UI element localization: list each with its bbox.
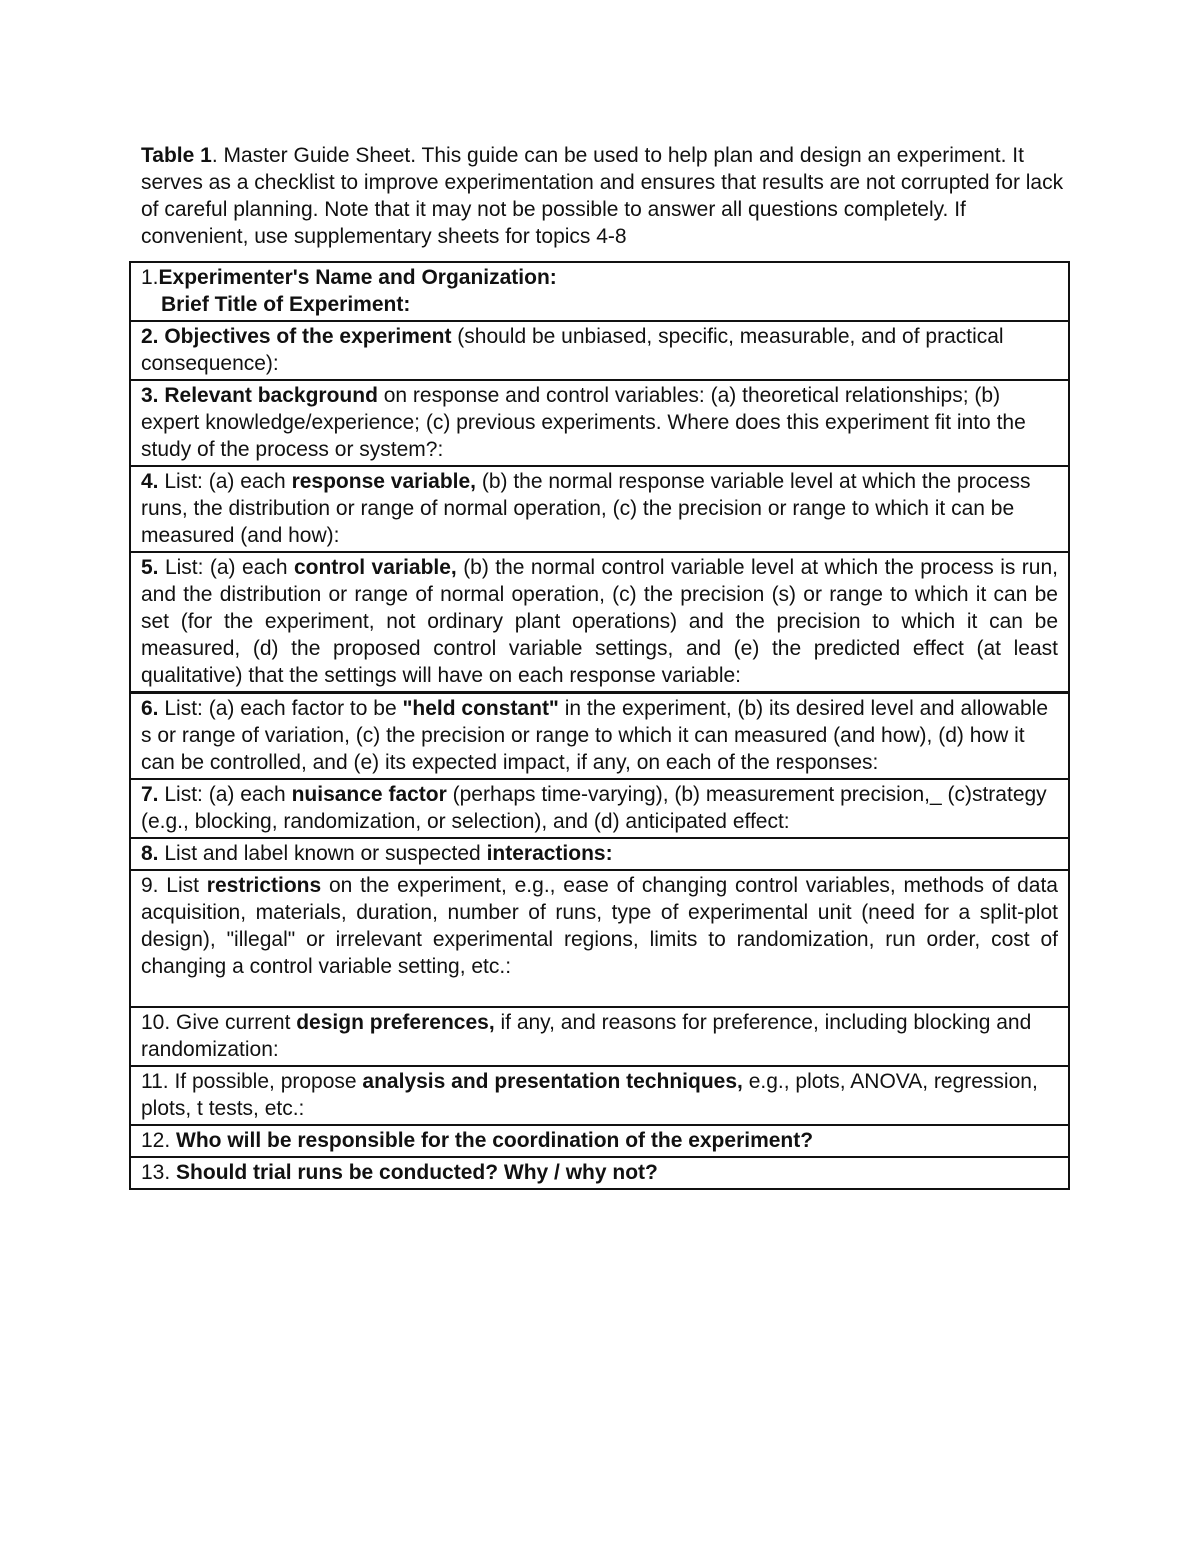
row-11-prefix: 11. If possible, propose [141, 1070, 363, 1093]
table-caption [141, 142, 1071, 250]
row-8-prefix: List and label known or suspected [158, 842, 487, 865]
table-row [130, 1157, 1069, 1189]
table-row [130, 466, 1069, 552]
row-1-heading: Experimenter's Name and Organization: [158, 266, 557, 289]
row-11-cell [130, 1066, 1069, 1125]
row-12-prefix: 12. [141, 1129, 177, 1152]
row-12-cell [130, 1125, 1069, 1157]
row-1-cell [130, 262, 1069, 321]
caption-text: . Master Guide Sheet. This guide can be used to help plan and design an experiment. It serves as a checklist to improve experimentation and ensures that results are not corrupted for lack of careful planning. Note that it may not be possible to answer all questions completely. If convenient, use supplementary sheets for topics 4-8 [141, 144, 1064, 248]
row-3-heading: 3. Relevant background [141, 384, 378, 407]
table-row [130, 552, 1069, 693]
row-6-cell [130, 693, 1069, 780]
row-1-subline [141, 291, 1058, 318]
table-row [130, 380, 1069, 466]
row-7-heading: nuisance factor [291, 783, 447, 806]
row-7-cell [130, 779, 1069, 838]
row-4-text: (b) the normal response variable level at which the process runs, the distribution or range of normal operation, (c) the precision or range to which it can be measured (and how): [141, 470, 1031, 547]
table-row [130, 693, 1069, 780]
row-10-cell [130, 1007, 1069, 1066]
master-guide-table [129, 261, 1070, 1190]
row-4-number: 4. [141, 470, 159, 493]
row-4-prefix: List: (a) each [158, 470, 292, 493]
row-7-number: 7. [141, 783, 159, 806]
row-8-number: 8. [141, 842, 159, 865]
row-6-prefix: List: (a) each factor to be [158, 697, 403, 720]
row-2-text: (should be unbiased, specific, measurable, and of practical consequence): [141, 325, 1004, 375]
table-row [130, 262, 1069, 321]
table-row [130, 838, 1069, 870]
table-row [130, 321, 1069, 380]
row-13-cell [130, 1157, 1069, 1189]
row-9-text: on the experiment, e.g., ease of changing control variables, methods of data acquisition, materials, duration, number of runs, type of experimental unit (need for a split-plot design), "illegal" or irrelevant experimental regions, limits to randomization, run order, cost of changing a control variable setting, etc.: [141, 874, 1058, 978]
row-5-text: (b) the normal control variable level at which the process is run, and the distribution or range of normal operation, (c) the precision (s) or range to which it can be set (for the experiment, not ordinary plant operations) and the precision to which it can be measured, (d) the proposed control variable settings, and (e) the predicted effect (at least qualitative) that the settings will have on each response variable: [141, 556, 1058, 687]
row-8-cell [130, 838, 1069, 870]
row-1-number: 1. [141, 266, 159, 289]
caption-label: Table 1 [141, 144, 212, 167]
row-2-heading: 2. Objectives of the experiment [141, 325, 452, 348]
row-7-text: (perhaps time-varying), (b) measurement precision,_ (c)strategy (e.g., blocking, randomization, or selection), and (d) anticipated effect: [141, 783, 1047, 833]
row-9-heading: restrictions [206, 874, 322, 897]
row-10-text: if any, and reasons for preference, including blocking and randomization: [141, 1011, 1032, 1061]
row-9-cell [130, 870, 1069, 1007]
row-10-prefix: 10. Give current [141, 1011, 297, 1034]
row-4-cell [130, 466, 1069, 552]
row-5-number: 5. [141, 556, 159, 579]
table-row [130, 1125, 1069, 1157]
row-3-text: on response and control variables: (a) theoretical relationships; (b) expert knowledge/experience; (c) previous experiments. Where does this experiment fit into the study of the process or system?: [141, 384, 1026, 461]
row-12-heading: Who will be responsible for the coordination of the experiment? [176, 1129, 814, 1152]
row-1-line [141, 264, 1058, 291]
row-10-heading: design preferences, [296, 1011, 495, 1034]
row-11-text: e.g., plots, ANOVA, regression, plots, t tests, etc.: [141, 1070, 1038, 1120]
row-13-prefix: 13. [141, 1161, 177, 1184]
row-3-cell [130, 380, 1069, 466]
row-4-heading: response variable, [291, 470, 477, 493]
row-13-heading: Should trial runs be conducted? Why / why not? [176, 1161, 658, 1184]
row-11-heading: analysis and presentation techniques, [362, 1070, 743, 1093]
row-5-prefix: List: (a) each [158, 556, 294, 579]
row-6-number: 6. [141, 697, 159, 720]
table-row [130, 1066, 1069, 1125]
row-7-prefix: List: (a) each [158, 783, 292, 806]
row-5-cell [130, 552, 1069, 693]
table-row [130, 870, 1069, 1007]
row-9-prefix: 9. List [141, 874, 207, 897]
row-8-heading: interactions: [486, 842, 613, 865]
table-row [130, 779, 1069, 838]
row-6-heading: "held constant" [402, 697, 559, 720]
row-1-subheading: Brief Title of Experiment: [161, 293, 411, 316]
row-6-text: in the experiment, (b) its desired level and allowable s or range of variation, (c) the precision or range to which it can measured (and how), (d) how it can be controlled, and (e) its expected impact, if any, on each of the responses: [141, 697, 1048, 774]
row-5-heading: control variable, [293, 556, 457, 579]
row-2-cell [130, 321, 1069, 380]
table-row [130, 1007, 1069, 1066]
